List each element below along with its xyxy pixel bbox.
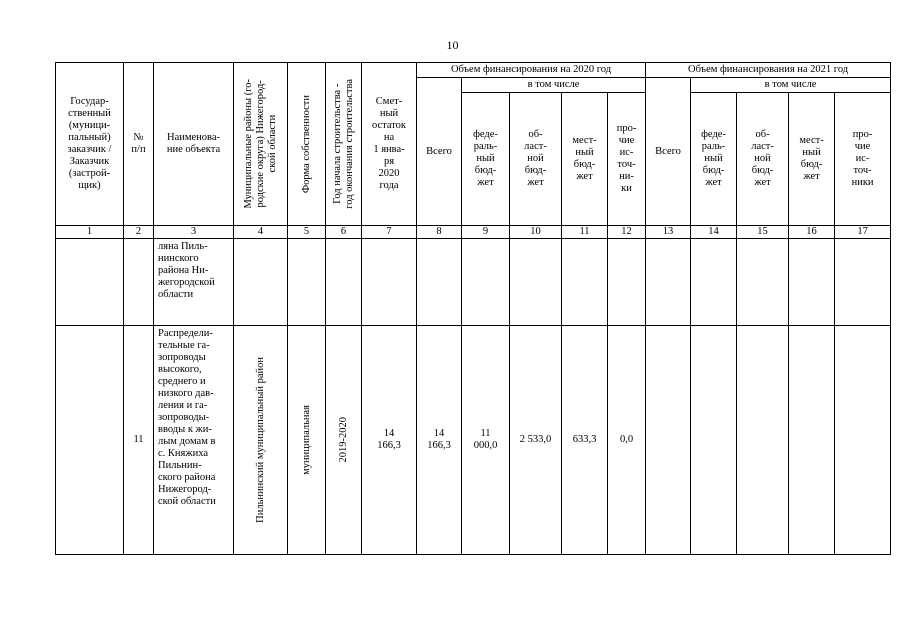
column-number: 5 xyxy=(288,226,326,239)
cell-other-2021 xyxy=(835,326,891,555)
column-number: 7 xyxy=(362,226,417,239)
cell-local-2020: 633,3 xyxy=(562,326,608,555)
cell-federal-2021 xyxy=(691,326,737,555)
column-number: 9 xyxy=(462,226,510,239)
cell-years xyxy=(326,239,362,326)
table-row xyxy=(56,326,891,555)
header-districts-text: Муниципальные районы (го- родские округа) Нижегород- ской области xyxy=(242,79,278,209)
column-number: 12 xyxy=(608,226,646,239)
header-fin-2020: Объем финансирования на 2020 год xyxy=(417,63,646,78)
cell-customer xyxy=(56,239,124,326)
cell-total-2020 xyxy=(417,239,462,326)
header-regional-2021: об- ласт- ной бюд- жет xyxy=(737,93,789,226)
header-years xyxy=(326,63,362,226)
cell-other-2021 xyxy=(835,239,891,326)
column-number: 8 xyxy=(417,226,462,239)
column-number: 1 xyxy=(56,226,124,239)
header-local-2020: мест- ный бюд- жет xyxy=(562,93,608,226)
header-other-2021: про- чие ис- точ- ники xyxy=(835,93,891,226)
header-districts xyxy=(234,63,288,226)
header-total-2020: Всего xyxy=(417,78,462,226)
cell-years-text: 2019-2020 xyxy=(337,417,349,463)
header-customer: Государ- ственный (муници- пальный) заказчик / Заказчик (застрой- щик) xyxy=(56,63,124,226)
cell-local-2020 xyxy=(562,239,608,326)
cell-federal-2020 xyxy=(462,239,510,326)
cell-remaining xyxy=(362,239,417,326)
cell-total-2020: 14 166,3 xyxy=(417,326,462,555)
cell-ownership xyxy=(288,326,326,555)
header-regional-2020: об- ласт- ной бюд- жет xyxy=(510,93,562,226)
header-remaining: Смет- ный остаток на 1 янва- ря 2020 года xyxy=(362,63,417,226)
header-including-2020: в том числе xyxy=(462,78,646,93)
cell-remaining: 14 166,3 xyxy=(362,326,417,555)
header-total-2021: Всего xyxy=(646,78,691,226)
header-local-2021: мест- ный бюд- жет xyxy=(789,93,835,226)
cell-local-2021 xyxy=(789,239,835,326)
cell-federal-2021 xyxy=(691,239,737,326)
cell-customer xyxy=(56,326,124,555)
cell-total-2021 xyxy=(646,326,691,555)
header-ownership xyxy=(288,63,326,226)
cell-district xyxy=(234,326,288,555)
column-number: 13 xyxy=(646,226,691,239)
cell-local-2021 xyxy=(789,326,835,555)
column-number: 6 xyxy=(326,226,362,239)
column-number: 3 xyxy=(154,226,234,239)
header-federal-2021: феде- раль- ный бюд- жет xyxy=(691,93,737,226)
header-including-2021: в том числе xyxy=(691,78,891,93)
column-number: 14 xyxy=(691,226,737,239)
column-number: 16 xyxy=(789,226,835,239)
header-fin-2021: Объем финансирования на 2021 год xyxy=(646,63,891,78)
financing-table xyxy=(55,62,891,555)
cell-number xyxy=(124,239,154,326)
column-number: 15 xyxy=(737,226,789,239)
column-number: 17 xyxy=(835,226,891,239)
cell-regional-2020 xyxy=(510,239,562,326)
column-number: 10 xyxy=(510,226,562,239)
column-number: 11 xyxy=(562,226,608,239)
cell-district-text: Пильнинский муниципальный район xyxy=(254,357,266,523)
cell-regional-2021 xyxy=(737,326,789,555)
header-federal-2020: феде- раль- ный бюд- жет xyxy=(462,93,510,226)
column-number: 2 xyxy=(124,226,154,239)
cell-regional-2020: 2 533,0 xyxy=(510,326,562,555)
column-number: 4 xyxy=(234,226,288,239)
header-number: № п/п xyxy=(124,63,154,226)
cell-total-2021 xyxy=(646,239,691,326)
cell-other-2020 xyxy=(608,239,646,326)
cell-federal-2020: 11 000,0 xyxy=(462,326,510,555)
cell-ownership-text: муниципальная xyxy=(300,405,312,475)
page-number: 10 xyxy=(446,38,459,52)
cell-number: 11 xyxy=(124,326,154,555)
header-object-name: Наименова- ние объекта xyxy=(154,63,234,226)
cell-object-name: ляна Пиль- нинского района Ни- жегородской области xyxy=(154,239,234,326)
header-other-2020: про- чие ис- точ- ни- ки xyxy=(608,93,646,226)
table-row xyxy=(56,239,891,326)
cell-regional-2021 xyxy=(737,239,789,326)
cell-other-2020: 0,0 xyxy=(608,326,646,555)
column-numbers-row xyxy=(56,226,891,239)
header-years-text: Год начала строительства - год окончания строительства xyxy=(331,79,355,209)
cell-years xyxy=(326,326,362,555)
cell-district xyxy=(234,239,288,326)
cell-object-name: Распредели- тельные га- зопроводы высокого, среднего и низкого дав- ления и га- зопроводы- вводы к жи- лым домам в с. Княжиха Пильнин- ского района Нижегород- ской области xyxy=(154,326,234,555)
header-ownership-text: Форма собственности xyxy=(300,94,312,194)
cell-ownership xyxy=(288,239,326,326)
